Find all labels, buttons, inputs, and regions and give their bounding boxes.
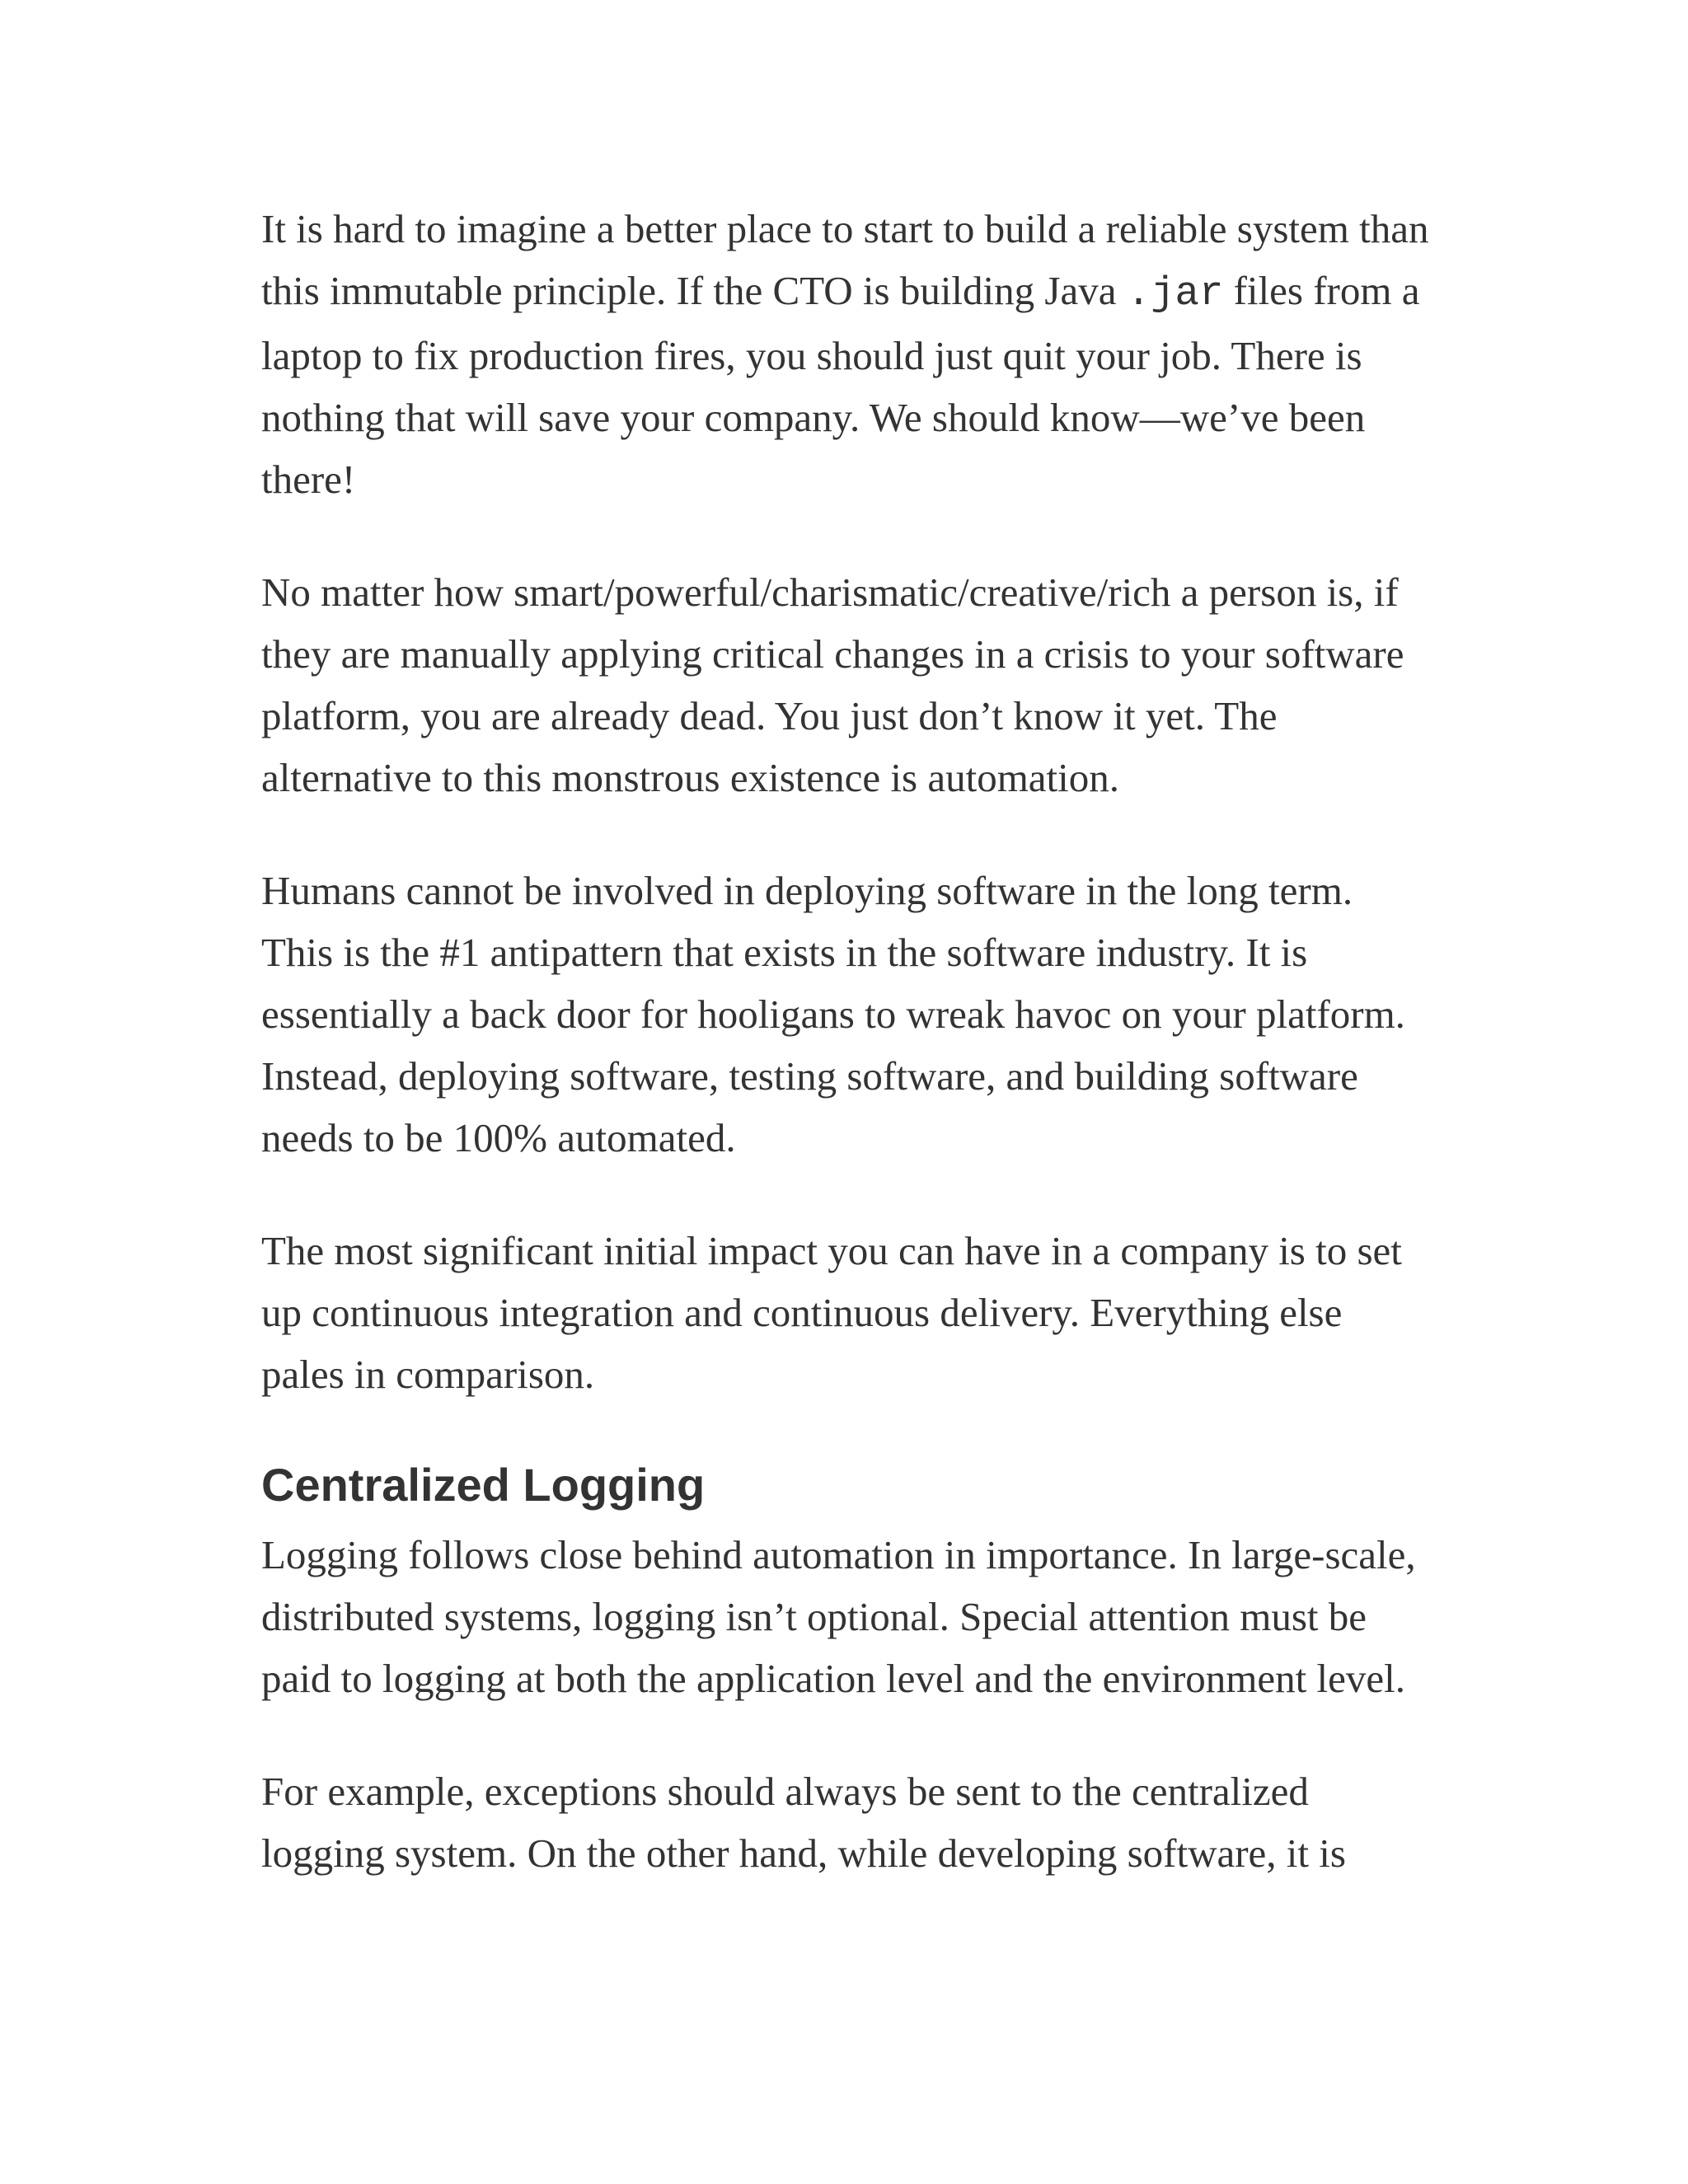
paragraph-logging-importance: Logging follows close behind automation in importance. In large-scale, distributed systems, logging isn’t optional. Special attention must be paid to logging at both the application level and the environment level. [261, 1532, 1416, 1701]
paragraph-immutable-principle [261, 198, 1432, 510]
paragraph-text: files from a laptop to fix production fires, you should just quit your job. There is nothing that will save your company. We should know—we’ve been there! [261, 268, 1420, 502]
document-page [261, 198, 1432, 1935]
paragraph-text: It is hard to imagine a better place to start to build a reliable system than this immutable principle. If the CTO is building Java [261, 206, 1429, 313]
inline-code: .jar [1126, 270, 1224, 316]
paragraph-ci-cd: The most significant initial impact you can have in a company is to set up continuous integration and continuous delivery. Everything else pales in comparison. [261, 1228, 1402, 1397]
paragraph-manual-changes: No matter how smart/powerful/charismatic/creative/rich a person is, if they are manually applying critical changes in a crisis to your software platform, you are already dead. You just don’t know it yet. The alternative to this monstrous existence is automation. [261, 569, 1404, 800]
paragraph-humans-deploying: Humans cannot be involved in deploying software in the long term. This is the #1 antipattern that exists in the software industry. It is essentially a back door for hooligans to wreak havoc on your platform. Instead, deploying software, testing software, and building software needs to be 100% automated. [261, 868, 1405, 1160]
paragraph-logging-example: For example, exceptions should always be sent to the centralized logging system. On the other hand, while developing software, it is [261, 1769, 1346, 1876]
section-heading: Centralized Logging [261, 1459, 706, 1511]
